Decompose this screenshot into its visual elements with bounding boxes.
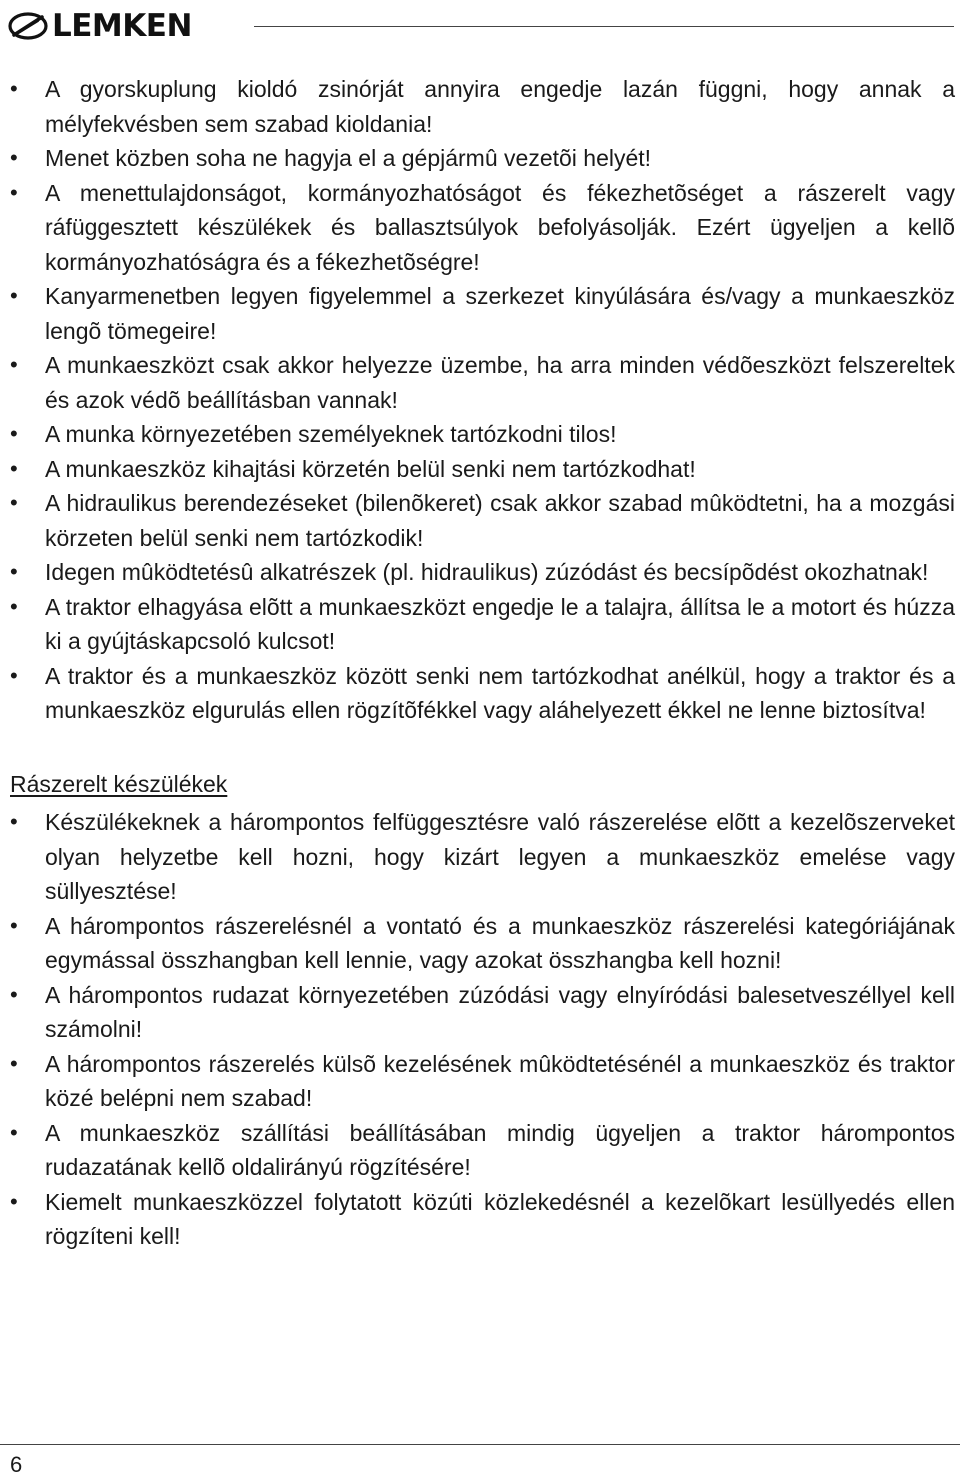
list-item <box>10 555 955 590</box>
list-item <box>10 909 955 978</box>
list-item-text: A munka környezetében személyeknek tartózkodni tilos! <box>45 421 617 447</box>
bullet-icon: • <box>10 981 18 1007</box>
section-heading: Rászerelt készülékek <box>10 770 228 797</box>
header-divider <box>254 26 954 27</box>
list-item-text: A hidraulikus berendezéseket (bilenõkeret) csak akkor szabad mûködtetni, ha a mozgási körzeten belül senki nem tartózkodik! <box>45 490 955 551</box>
attachment-bullet-list <box>10 805 955 1254</box>
footer-divider <box>0 1444 960 1445</box>
bullet-icon: • <box>10 455 18 481</box>
list-item-text: A munkaeszköz szállítási beállításában mindig ügyeljen a traktor hárompontos rudazatának kellõ oldalirányú rögzítésére! <box>45 1119 955 1180</box>
bullet-icon: • <box>10 145 18 170</box>
bullet-icon: • <box>10 559 18 584</box>
bullet-icon: • <box>10 352 18 377</box>
lemken-logo <box>8 6 192 46</box>
bullet-icon: • <box>10 593 18 619</box>
bullet-icon: • <box>10 421 18 446</box>
list-item <box>10 590 955 659</box>
bullet-icon: • <box>10 283 18 308</box>
list-item-text: A hárompontos rászerelés külsõ kezelésének mûködtetésénél a munkaeszköz és traktor közé belépni nem szabad! <box>45 1050 955 1111</box>
page-header <box>8 6 954 46</box>
bullet-icon: • <box>10 179 18 205</box>
list-item-text: A hárompontos rászerelésnél a vontató és a munkaeszköz rászerelési kategóriájának egymással összhangban kell lennie, vagy azokat összhangba kell hozni! <box>45 912 955 973</box>
list-item <box>10 141 955 176</box>
bullet-icon: • <box>10 1050 18 1076</box>
list-item <box>10 978 955 1047</box>
list-item-text: A menettulajdonságot, kormányozhatóságot és fékezhetõséget a rászerelt vagy ráfüggesztett készülékek és ballasztsúlyok befolyásolják. Ezért ügyeljen a kellõ kormányozhatóságra és a fékezhetõségre! <box>45 179 955 275</box>
list-item-text: A gyorskuplung kioldó zsinórját annyira engedje lazán függni, hogy annak a mélyfekvésben sem szabad kioldania! <box>45 76 955 137</box>
bullet-icon: • <box>10 1188 18 1214</box>
list-item <box>10 659 955 728</box>
list-item-text: A munkaeszköz kihajtási körzetén belül senki nem tartózkodhat! <box>45 455 696 482</box>
list-item <box>10 486 955 555</box>
bullet-icon: • <box>10 76 18 101</box>
list-item-text: Készülékeknek a hárompontos felfüggesztésre való rászerelése elõtt a kezelõszerveket olyan helyzetbe kell hozni, hogy kizárt legyen a munkaeszköz emelése vagy süllyesztése! <box>45 809 955 904</box>
page-number: 6 <box>10 1452 23 1477</box>
list-item-text: Idegen mûködtetésû alkatrészek (pl. hidraulikus) zúzódást és becsípõdést okozhatnak! <box>45 559 929 585</box>
list-item <box>10 348 955 417</box>
list-item-text: A munkaeszközt csak akkor helyezze üzembe, ha arra minden védõeszközt felszereltek és azok védõ beállításban vannak! <box>45 352 955 413</box>
list-item-text: A traktor elhagyása elõtt a munkaeszközt engedje le a talajra, állítsa le a motort és húzza ki a gyújtáskapcsoló kulcsot! <box>45 593 955 654</box>
list-item <box>10 72 955 141</box>
lemken-emblem-icon <box>8 11 48 41</box>
page-content <box>10 72 955 1254</box>
list-item <box>10 417 955 452</box>
list-item <box>10 176 955 280</box>
bullet-icon: • <box>10 912 18 938</box>
list-item-text: Menet közben soha ne hagyja el a gépjármû vezetõi helyét! <box>45 145 652 171</box>
list-item-text: Kiemelt munkaeszközzel folytatott közúti közlekedésnél a kezelõkart lesüllyedés ellen rögzíteni kell! <box>45 1188 955 1249</box>
list-item <box>10 1047 955 1116</box>
list-item-text: Kanyarmenetben legyen figyelemmel a szerkezet kinyúlására és/vagy a munkaeszköz lengõ tömegeire! <box>45 283 955 344</box>
list-item-text: A traktor és a munkaeszköz között senki nem tartózkodhat anélkül, hogy a traktor és a munkaeszköz elgurulás ellen rögzítõfékkel vagy aláhelyezett ékkel ne lenne biztosítva! <box>45 662 955 723</box>
list-item-text: A hárompontos rudazat környezetében zúzódási vagy elnyíródási balesetveszéllyel kell számolni! <box>45 981 955 1042</box>
list-item <box>10 1116 955 1185</box>
list-item <box>10 1185 955 1254</box>
bullet-icon: • <box>10 490 18 515</box>
bullet-icon: • <box>10 1119 18 1145</box>
list-item <box>10 805 955 909</box>
list-item <box>10 452 955 487</box>
logo-wordmark: LEMKEN <box>52 7 192 44</box>
list-item <box>10 279 955 348</box>
bullet-icon: • <box>10 662 18 688</box>
safety-bullet-list <box>10 72 955 728</box>
bullet-icon: • <box>10 809 18 834</box>
